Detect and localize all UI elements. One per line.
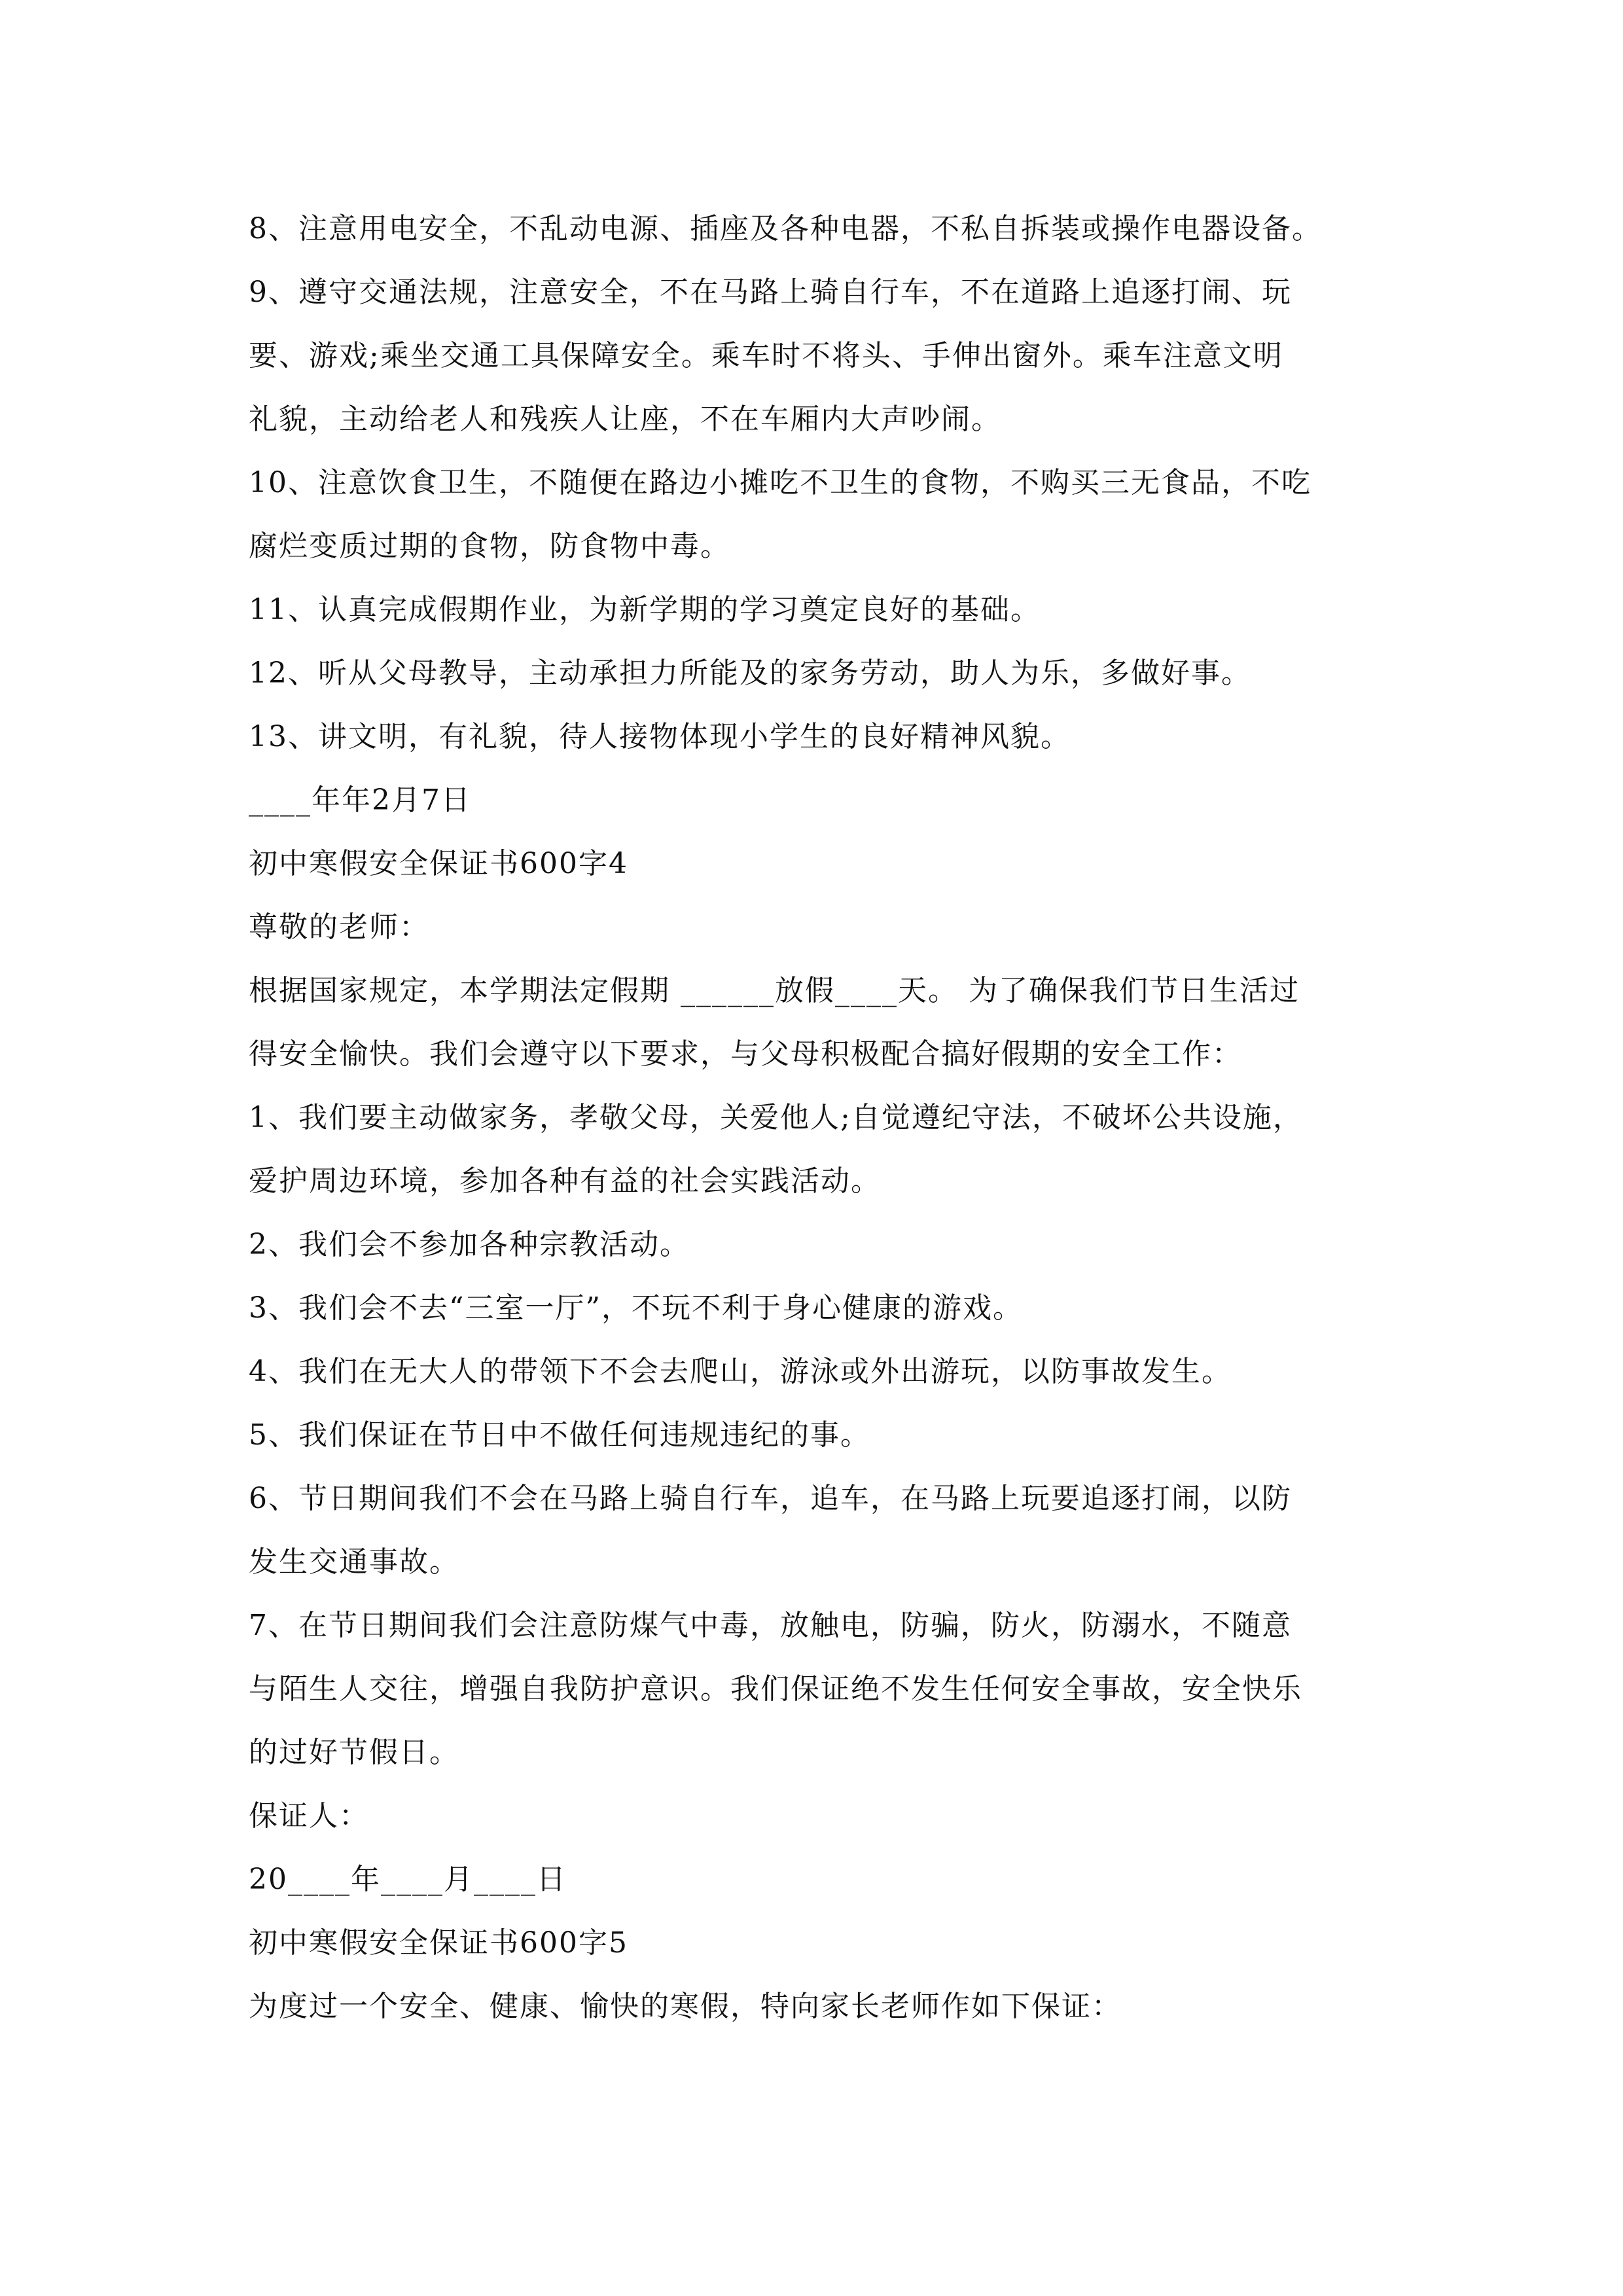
text-line: 礼貌，主动给老人和残疾人让座，不在车厢内大声吵闹。: [249, 403, 1001, 436]
salutation: 尊敬的老师：: [249, 910, 429, 944]
text-line: 12、听从父母教导，主动承担力所能及的家务劳动，助人为乐，多做好事。: [249, 656, 1251, 690]
text-line: 6、节日期间我们不会在马路上骑自行车，追车，在马路上玩要追逐打闹，以防: [249, 1482, 1292, 1515]
text-line: 发生交通事故。: [249, 1545, 459, 1579]
text-line: 5、我们保证在节日中不做任何违规违纪的事。: [249, 1418, 870, 1452]
text-line: 2、我们会不参加各种宗教活动。: [249, 1228, 690, 1261]
text-line: 要、游戏;乘坐交通工具保障安全。乘车时不将头、手伸出窗外。乘车注意文明: [249, 339, 1283, 372]
text-line: 4、我们在无大人的带领下不会去爬山，游泳或外出游玩，以防事故发生。: [249, 1355, 1232, 1388]
text-line: 爱护周边环境，参加各种有益的社会实践活动。: [249, 1164, 881, 1198]
text-line: 8、注意用电安全，不乱动电源、插座及各种电器，不私自拆装或操作电器设备。: [249, 212, 1322, 245]
text-line: 为度过一个安全、健康、愉快的寒假，特向家长老师作如下保证：: [249, 1990, 1122, 2023]
text-line: 13、讲文明，有礼貌，待人接物体现小学生的良好精神风貌。: [249, 720, 1071, 753]
text-line: 腐烂变质过期的食物，防食物中毒。: [249, 529, 730, 563]
section-title: 初中寒假安全保证书600字4: [249, 847, 628, 880]
date-line: ____年年2月7日: [249, 783, 471, 817]
text-line: 的过好节假日。: [249, 1736, 459, 1769]
signature-label: 保证人：: [249, 1799, 369, 1833]
text-line: 11、认真完成假期作业，为新学期的学习奠定良好的基础。: [249, 593, 1041, 626]
text-line: 7、在节日期间我们会注意防煤气中毒，放触电，防骗，防火，防溺水，不随意: [249, 1609, 1292, 1642]
text-line: 得安全愉快。我们会遵守以下要求，与父母积极配合搞好假期的安全工作：: [249, 1037, 1242, 1071]
date-line: 20____年____月____日: [249, 1863, 567, 1896]
text-line: 3、我们会不去“三室一厅”，不玩不利于身心健康的游戏。: [249, 1291, 1023, 1325]
text-line: 与陌生人交往，增强自我防护意识。我们保证绝不发生任何安全事故，安全快乐: [249, 1672, 1302, 1706]
text-line: 9、遵守交通法规，注意安全，不在马路上骑自行车，不在道路上追逐打闹、玩: [249, 276, 1292, 309]
text-line: 根据国家规定，本学期法定假期 ______放假____天。 为了确保我们节日生活过: [249, 974, 1300, 1007]
text-line: 10、注意饮食卫生，不随便在路边小摊吃不卫生的食物，不购买三无食品，不吃: [249, 466, 1311, 499]
text-line: 1、我们要主动做家务，孝敬父母，关爱他人;自觉遵纪守法，不破坏公共设施，: [249, 1101, 1303, 1134]
section-title: 初中寒假安全保证书600字5: [249, 1926, 628, 1960]
